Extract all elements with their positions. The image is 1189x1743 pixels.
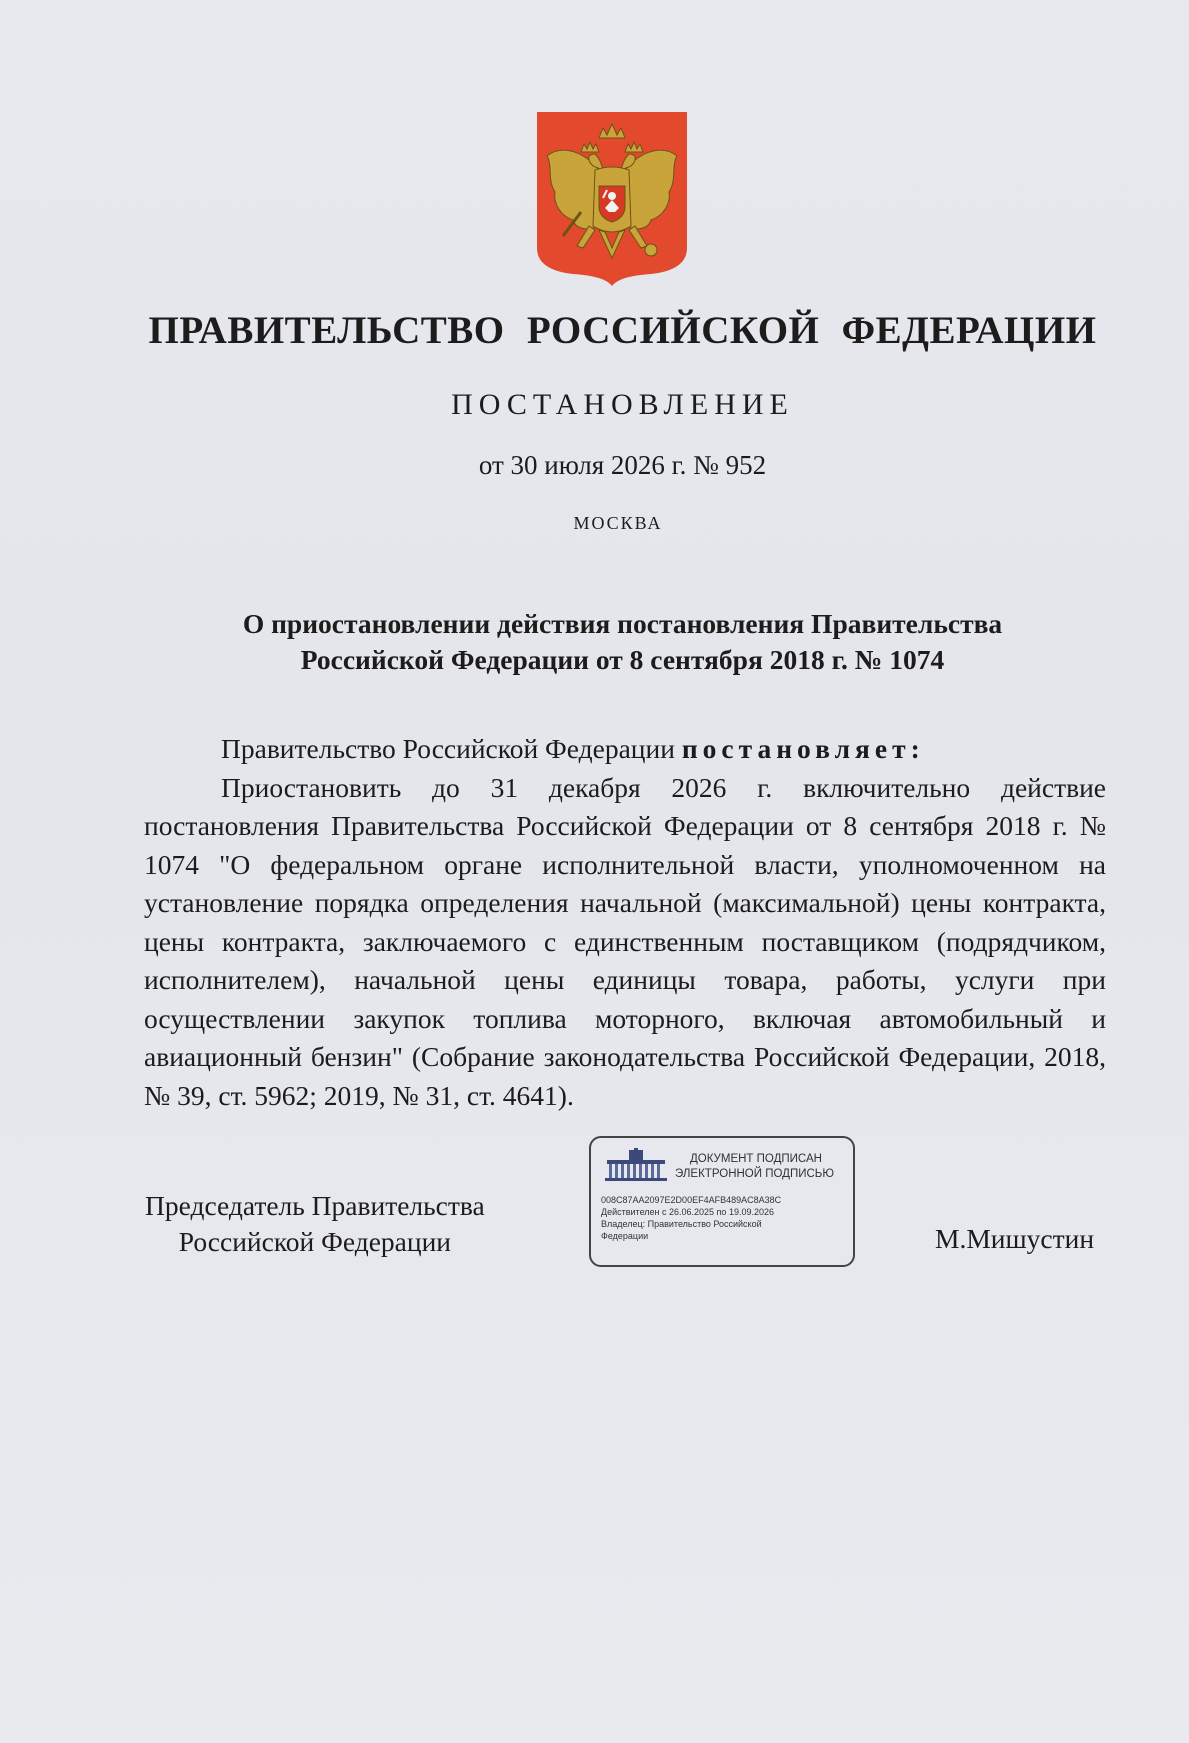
document-subject [0,606,1189,678]
stamp-serial: 008C87AA2097E2D00EF4AFB489AC8A38C [601,1195,782,1205]
government-building-icon [603,1148,669,1182]
stamp-details [601,1194,781,1242]
document-type: ПОСТАНОВЛЕНИЕ [451,388,794,421]
subject-line-1: О приостановлении действия постановления Правительства [242,608,1003,639]
decree-word: постановляет: [681,733,925,764]
subject-line-2: Российской Федерации от 8 сентября 2018 г. № 1074 [300,644,945,675]
document-date-number: от 30 июля 2026 г. № 952 [478,450,767,480]
preamble-text: Правительство Российской Федерации [221,733,675,764]
coat-of-arms-icon [533,108,691,288]
decree-paragraph: Приостановить до 31 декабря 2026 г. включительно действие постановления Правительства Российской Федерации от 8 сентября 2018 г. № 1074 "О федеральном органе исполнительной власти, уполномоченном на установление порядка определения начальной (максимальной) цены контракта, цены контракта, заключаемого с единственным поставщиком (подрядчиком, исполнителем), начальной цены единицы товара, работы, услуги при осуществлении закупок топлива моторного, включая автомобильный и авиационный бензин" (Собрание законодательства Российской Федерации, 2018, № 39, ст. 5962; 2019, № 31, ст. 4641). [144,771,1106,1111]
signer-title-line-2: Российской Федерации [178,1226,452,1257]
signer-name: М.Мишустин [935,1223,1095,1254]
stamp-heading [675,1152,834,1182]
document-body [144,730,1106,1115]
stamp-owner-line-1: Владелец: Правительство Российской [601,1219,762,1229]
government-title: ПРАВИТЕЛЬСТВО РОССИЙСКОЙ ФЕДЕРАЦИИ [148,309,1097,352]
signer-title-line-1: Председатель Правительства [145,1190,485,1221]
stamp-validity: Действителен с 26.06.2025 по 19.09.2026 [601,1207,774,1217]
stamp-heading-line-2: ЭЛЕКТРОННОЙ ПОДПИСЬЮ [675,1168,834,1180]
stamp-heading-line-1: ДОКУМЕНТ ПОДПИСАН [690,1153,822,1165]
document-city: МОСКВА [573,513,663,533]
preamble [144,730,1106,769]
stamp-owner-line-2: Федерации [601,1231,649,1241]
signer-title [145,1188,485,1260]
electronic-signature-stamp [589,1136,855,1267]
